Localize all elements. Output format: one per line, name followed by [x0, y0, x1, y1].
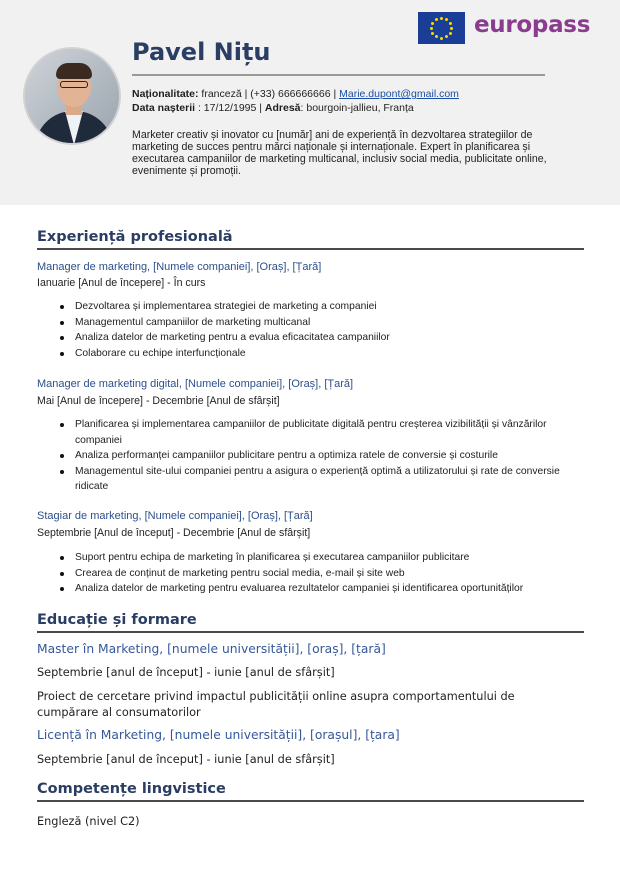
birth-label: Data nașterii [132, 102, 196, 114]
job-title-3: Stagiar de marketing, [Numele companiei], [Oraș], [Țară] [37, 510, 313, 522]
contact-info [132, 87, 459, 115]
name-divider [132, 74, 545, 76]
eu-star-icon [435, 18, 438, 21]
education-date-2: Septembrie [anul de început] - iunie [anul de sfârșit] [37, 753, 335, 766]
education-title-1: Master în Marketing, [numele universității], [oraș], [țară] [37, 642, 386, 656]
eu-star-icon [449, 32, 452, 35]
list-item: Analiza datelor de marketing pentru a evalua eficacitatea campaniilor [60, 330, 580, 346]
job-title-1: Manager de marketing, [Numele companiei], [Oraș], [Țară] [37, 261, 322, 273]
eu-star-icon [450, 27, 453, 30]
eu-star-icon [445, 18, 448, 21]
contact-line-2 [132, 101, 459, 115]
list-item: Dezvoltarea și implementarea strategiei de marketing a companiei [60, 299, 580, 315]
list-item: Crearea de conținut de marketing pentru social media, e-mail și site web [60, 566, 580, 582]
languages-section-title: Competențe lingvistice [37, 781, 226, 797]
eu-star-icon [440, 37, 443, 40]
eu-star-icon [445, 35, 448, 38]
job-bullets-2 [60, 417, 580, 495]
list-item: Managementul site-ului companiei pentru a asigura o experiență optimă a utilizatorului și rate de conversie ridicate [60, 464, 580, 495]
address-value: : bourgoin-jallieu, Franța [300, 102, 414, 114]
eu-star-icon [435, 35, 438, 38]
experience-divider [37, 248, 584, 250]
job-date-2: Mai [Anul de începere] - Decembrie [Anul de sfârșit] [37, 395, 280, 407]
address-label: Adresă [264, 102, 301, 114]
list-item: Colaborare cu echipe interfuncționale [60, 346, 580, 362]
profile-photo [23, 47, 121, 145]
europass-logo: europass [474, 12, 591, 38]
eu-star-icon [431, 22, 434, 25]
job-bullets-3 [60, 550, 580, 597]
job-bullets-1 [60, 299, 580, 361]
eu-star-icon [449, 22, 452, 25]
education-section-title: Educație și formare [37, 612, 197, 628]
person-name: Pavel Nițu [132, 38, 271, 66]
cv-header [0, 0, 620, 205]
nationality-label: Naționalitate: [132, 88, 199, 100]
birth-value: : 17/12/1995 | [195, 102, 265, 114]
list-item: Managementul campaniilor de marketing multicanal [60, 315, 580, 331]
job-title-2: Manager de marketing digital, [Numele companiei], [Oraș], [Țară] [37, 378, 354, 390]
language-item-1: Engleză (nivel C2) [37, 815, 140, 828]
education-divider [37, 631, 584, 633]
languages-divider [37, 800, 584, 802]
nationality-value: franceză | (+33) 666666666 | [198, 88, 340, 100]
list-item: Suport pentru echipa de marketing în planificarea și executarea campaniilor publicitare [60, 550, 580, 566]
experience-section-title: Experiență profesională [37, 229, 233, 245]
education-title-2: Licență în Marketing, [numele universității], [orașul], [țara] [37, 728, 400, 742]
eu-star-icon [440, 17, 443, 20]
eu-flag-icon [418, 12, 465, 44]
job-date-3: Septembrie [Anul de început] - Decembrie [Anul de sfârșit] [37, 527, 311, 539]
eu-star-icon [431, 32, 434, 35]
list-item: Planificarea și implementarea campaniilor de publicitate digitală pentru creșterea vizibilității și vânzărilor companiei [60, 417, 580, 448]
job-date-1: Ianuarie [Anul de începere] - În curs [37, 277, 206, 289]
eu-star-icon [430, 27, 433, 30]
education-description-1: Proiect de cercetare privind impactul publicității online asupra comportamentului de cumpărare al consumatorilor [37, 690, 515, 719]
education-date-1: Septembrie [anul de început] - iunie [anul de sfârșit] [37, 666, 335, 679]
list-item: Analiza datelor de marketing pentru evaluarea rezultatelor campaniei și identificarea oportunităților [60, 581, 580, 597]
contact-line-1 [132, 87, 459, 101]
list-item: Analiza performanței campaniilor publicitare pentru a optimiza ratele de conversie și costurile [60, 448, 580, 464]
profile-summary: Marketer creativ și inovator cu [număr] ani de experiență în dezvoltarea strategiilor de marketing de succes pentru mărci naționale și internaționale. Expert în planificarea și executarea campaniilor de marketing multicanal, inclusiv social media, publicitate online, evenimente și promoții. [132, 129, 547, 177]
email-link[interactable]: Marie.dupont@gmail.com [339, 88, 459, 100]
